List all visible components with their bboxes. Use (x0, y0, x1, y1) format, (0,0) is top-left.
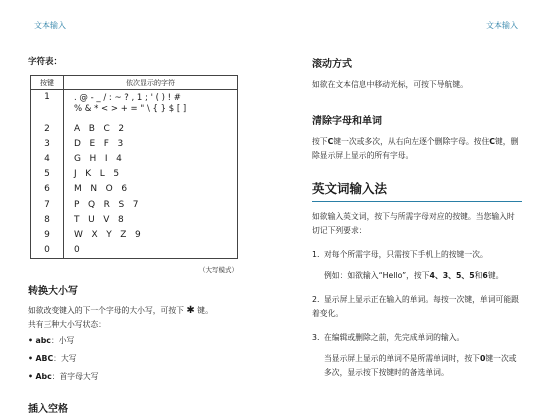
table-row (31, 136, 238, 151)
bullet-icon: • (28, 335, 33, 345)
step-1-example (312, 269, 522, 283)
table-header-key: 按键 (31, 76, 64, 90)
clear-heading: 清除字母和单词 (312, 116, 382, 127)
key-cell: 7 (31, 197, 64, 212)
detail-text: 键一次或多次，显示按下按键时的备选单词。 (324, 354, 517, 377)
char-table-title: 字符表： (28, 57, 63, 67)
chars-line: . @ - _ / : ~ ? , 1 ; ' ( ) ! # (74, 93, 181, 103)
chars-cell: J K L 5 (64, 167, 238, 182)
bullet-icon: • (28, 371, 33, 381)
key-cell: 3 (31, 136, 64, 151)
list-item (28, 368, 243, 386)
clear-text-part: 键一次或多次，从右向左逐个删除字母。按住 (333, 137, 490, 146)
step-number: 3. (312, 333, 320, 342)
example-text: 和 (474, 271, 483, 280)
example-text: 例如：如欲输入“Hello”，按下 (324, 271, 430, 280)
step-3 (312, 331, 522, 345)
case-state-list (28, 332, 243, 386)
c-key: C (327, 137, 334, 146)
table-row (31, 90, 238, 122)
clear-text (312, 135, 522, 163)
step-text: 在编辑或删除之前，先完成单词的输入。 (324, 333, 465, 342)
table-row (31, 227, 238, 242)
english-heading: 英文词输入法 (312, 181, 388, 196)
step-3-detail (312, 352, 522, 380)
scroll-text: 如欲在文本信息中移动光标，可按下导航键。 (312, 80, 468, 89)
table-row (31, 151, 238, 166)
c-key: C (489, 137, 495, 146)
table-row (31, 182, 238, 197)
step-text: 对每个所需字母，只需按下手机上的按键一次。 (324, 250, 488, 259)
case-heading: 转换大小写 (28, 285, 78, 297)
left-column (28, 55, 243, 415)
table-row (31, 121, 238, 136)
chars-cell: W X Y Z 9 (64, 227, 238, 242)
step-text: 显示屏上显示正在输入的单词。每按一次键，单词可能跟着变化。 (312, 295, 519, 318)
chars-cell: D E F 3 (64, 136, 238, 151)
case-intro-text: 如欲改变键入的下一个字母的大小写，可按下 (28, 305, 184, 315)
key-cell: 1 (31, 90, 64, 122)
clear-text-part: 键，删除显示屏上显示的所有字母。 (312, 137, 519, 160)
chars-cell: G H I 4 (64, 151, 238, 166)
header-left: 文本输入 (34, 21, 66, 30)
english-intro: 如欲输入英文词，按下与所需字母对应的按键。当您输入时切记下列要求： (312, 212, 515, 235)
heading-rule (312, 201, 522, 202)
case-intro (28, 304, 243, 318)
case-intro-text: 键。 (197, 305, 213, 315)
example-key: 6 (482, 271, 488, 280)
step-number: 2. (312, 295, 320, 304)
key-cell: 0 (31, 243, 64, 259)
chars-line: % & * < > + = " \ { } $ [ ] (74, 104, 187, 114)
case-desc: ：小写 (50, 335, 75, 345)
key-cell: 6 (31, 182, 64, 197)
detail-text: 当显示屏上显示的单词不是所需单词时，按下 (324, 354, 480, 363)
chars-cell: P Q R S 7 (64, 197, 238, 212)
space-heading: 插入空格 (28, 403, 68, 415)
step-number: 1. (312, 250, 320, 259)
example-text: 键。 (487, 271, 504, 280)
step-2 (312, 293, 522, 321)
step-1 (312, 248, 522, 262)
key-cell: 4 (31, 151, 64, 166)
chars-cell: 0 (64, 243, 238, 259)
case-intro-2: 共有三种大小写状态： (28, 319, 106, 329)
case-term: abc (35, 335, 51, 345)
chars-cell: M N O 6 (64, 182, 238, 197)
table-header-chars: 依次显示的字符 (64, 76, 238, 90)
key-cell: 5 (31, 167, 64, 182)
table-row (31, 212, 238, 227)
chars-cell (64, 90, 238, 122)
char-table (30, 75, 238, 259)
star-key-icon: ✱ (186, 304, 195, 316)
example-keys: 4、3、5、5 (429, 271, 475, 280)
zero-key: 0 (479, 354, 486, 363)
case-term: Abc (35, 371, 52, 381)
table-row (31, 197, 238, 212)
key-cell: 8 (31, 212, 64, 227)
table-row (31, 167, 238, 182)
table-row (31, 243, 238, 259)
case-desc: ：首字母大写 (51, 371, 99, 381)
key-cell: 9 (31, 227, 64, 242)
clear-text-part: 按下 (312, 137, 328, 146)
table-caption: （大写模式） (199, 265, 238, 274)
list-item (28, 350, 243, 368)
chars-cell: A B C 2 (64, 121, 238, 136)
bullet-icon: • (28, 353, 33, 363)
scroll-heading: 滚动方式 (312, 59, 352, 70)
header-right: 文本输入 (486, 21, 518, 30)
chars-cell: T U V 8 (64, 212, 238, 227)
case-term: ABC (35, 353, 54, 363)
case-desc: ：大写 (53, 353, 77, 363)
list-item (28, 332, 243, 350)
right-column (312, 55, 522, 380)
key-cell: 2 (31, 121, 64, 136)
